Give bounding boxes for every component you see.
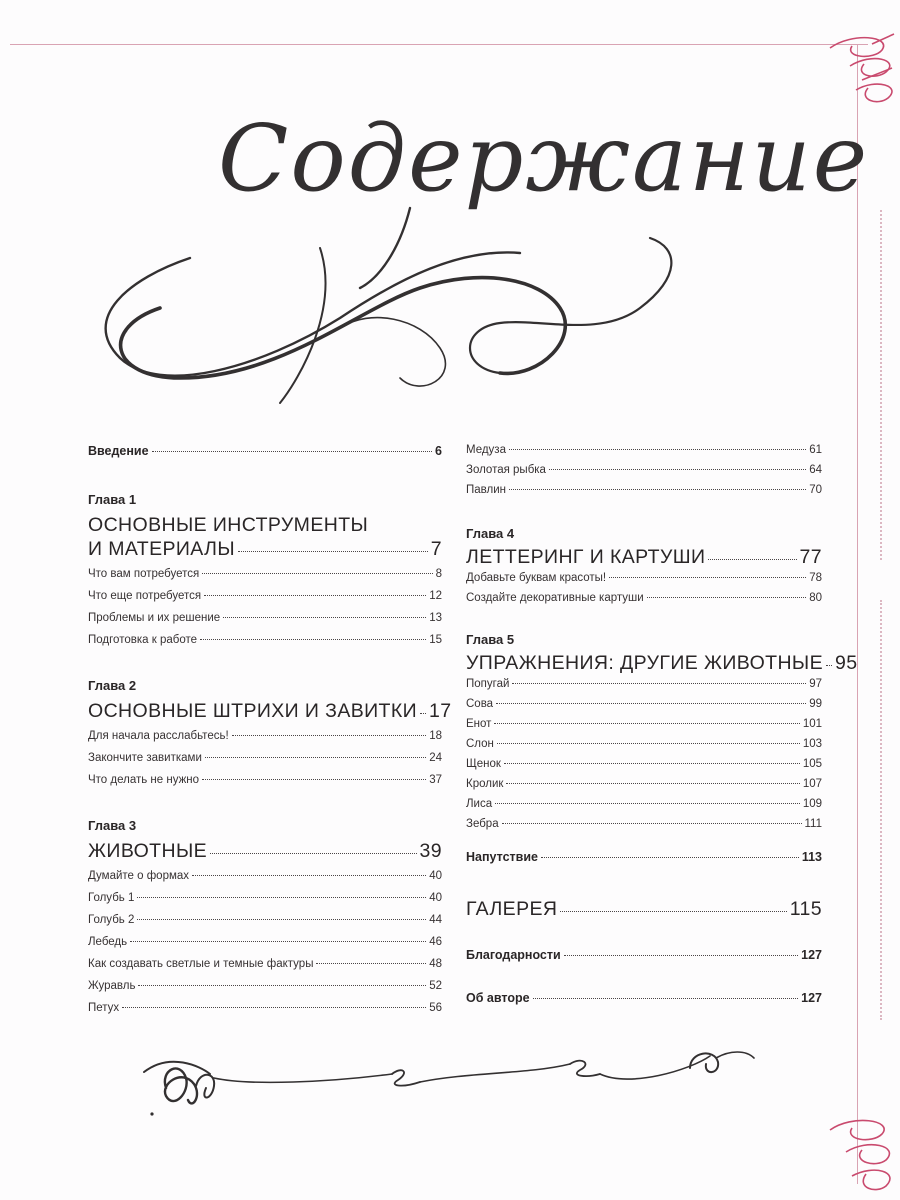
- toc-entry[interactable]: Лиса 109: [466, 798, 822, 810]
- page-title: Содержание: [218, 105, 870, 212]
- corner-swirl-bottom-icon: [820, 1110, 900, 1200]
- toc-entry[interactable]: Кролик 107: [466, 778, 822, 790]
- toc-entry-author[interactable]: Об авторе 127: [466, 991, 822, 1005]
- chapter-1-label: Глава 1: [88, 492, 137, 507]
- toc-entry-intro[interactable]: Введение 6: [88, 444, 442, 458]
- toc-entry[interactable]: Попугай 97: [466, 678, 822, 690]
- chapter-5-title[interactable]: УПРАЖНЕНИЯ: ДРУГИЕ ЖИВОТНЫЕ 95: [466, 652, 858, 674]
- toc-entry[interactable]: Петух 56: [88, 1002, 442, 1014]
- flourish-bottom-icon: [130, 1030, 770, 1130]
- dotted-margin-lower: [880, 600, 886, 1020]
- toc-entry[interactable]: Думайте о формах 40: [88, 870, 442, 882]
- corner-swirl-top-icon: [822, 30, 900, 110]
- toc-entry[interactable]: Золотая рыбка 64: [466, 464, 822, 476]
- dotted-margin-upper: [880, 210, 886, 560]
- toc-entry[interactable]: Добавьте буквам красоты! 78: [466, 572, 822, 584]
- toc-entry[interactable]: Медуза 61: [466, 444, 822, 456]
- toc-entry[interactable]: Журавль 52: [88, 980, 442, 992]
- toc-entry-gallery[interactable]: ГАЛЕРЕЯ 115: [466, 898, 822, 920]
- toc-entry[interactable]: Сова 99: [466, 698, 822, 710]
- toc-entry[interactable]: Что делать не нужно 37: [88, 774, 442, 786]
- chapter-5-label: Глава 5: [466, 632, 515, 647]
- chapter-3-label: Глава 3: [88, 818, 137, 833]
- toc-entry[interactable]: Енот 101: [466, 718, 822, 730]
- toc-entry-afterword[interactable]: Напутствие 113: [466, 850, 822, 864]
- page-title-calligraphy: [40, 78, 870, 418]
- toc-entry[interactable]: Создайте декоративные картуши 80: [466, 592, 822, 604]
- toc-entry[interactable]: Как создавать светлые и темные фактуры 48: [88, 958, 442, 970]
- chapter-3-title[interactable]: ЖИВОТНЫЕ 39: [88, 840, 442, 862]
- toc-entry[interactable]: Щенок 105: [466, 758, 822, 770]
- frame-top-line: [10, 44, 868, 45]
- toc-entry[interactable]: Зебра 111: [466, 818, 822, 830]
- chapter-4-label: Глава 4: [466, 526, 515, 541]
- toc-entry[interactable]: Подготовка к работе 15: [88, 634, 442, 646]
- flourish-title-icon: [106, 208, 672, 403]
- chapter-2-title[interactable]: ОСНОВНЫЕ ШТРИХИ И ЗАВИТКИ 17: [88, 700, 452, 722]
- toc-entry[interactable]: Павлин 70: [466, 484, 822, 496]
- toc-entry[interactable]: Лебедь 46: [88, 936, 442, 948]
- toc-entry[interactable]: Слон 103: [466, 738, 822, 750]
- toc-entry[interactable]: Голубь 2 44: [88, 914, 442, 926]
- chapter-1-title-line2[interactable]: И МАТЕРИАЛЫ 7: [88, 538, 442, 560]
- toc-entry[interactable]: Для начала расслабьтесь! 18: [88, 730, 442, 742]
- chapter-2-label: Глава 2: [88, 678, 137, 693]
- toc-entry[interactable]: Проблемы и их решение 13: [88, 612, 442, 624]
- toc-entry[interactable]: Закончите завитками 24: [88, 752, 442, 764]
- toc-entry[interactable]: Что вам потребуется 8: [88, 568, 442, 580]
- toc-entry[interactable]: Голубь 1 40: [88, 892, 442, 904]
- chapter-1-title-line1[interactable]: ОСНОВНЫЕ ИНСТРУМЕНТЫ: [88, 514, 369, 536]
- toc-entry[interactable]: Что еще потребуется 12: [88, 590, 442, 602]
- toc-entry-thanks[interactable]: Благодарности 127: [466, 948, 822, 962]
- frame-right-line: [857, 44, 858, 1184]
- chapter-4-title[interactable]: ЛЕТТЕРИНГ И КАРТУШИ 77: [466, 546, 822, 568]
